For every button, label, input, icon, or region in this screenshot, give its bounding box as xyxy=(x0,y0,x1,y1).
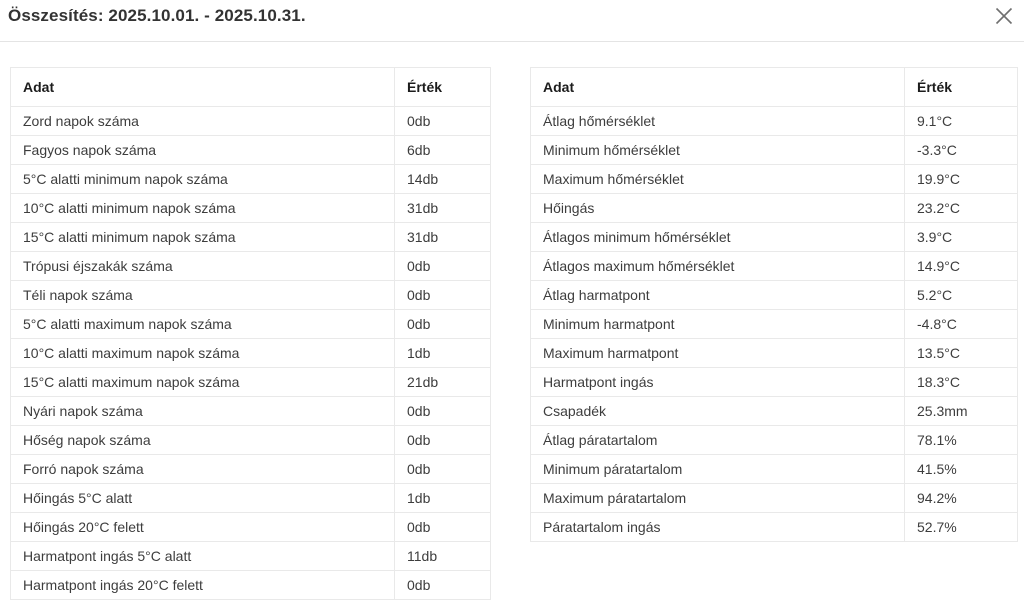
column-header: Érték xyxy=(905,68,1018,107)
label-cell: Fagyos napok száma xyxy=(11,136,395,165)
table-row xyxy=(531,252,1018,281)
climate-stats-table xyxy=(530,67,1018,542)
value-cell: 11db xyxy=(395,542,491,571)
table-row xyxy=(11,223,491,252)
label-cell: Átlagos minimum hőmérséklet xyxy=(531,223,905,252)
value-cell: 0db xyxy=(395,310,491,339)
label-cell: Hőingás 20°C felett xyxy=(11,513,395,542)
table-row xyxy=(11,513,491,542)
label-cell: Páratartalom ingás xyxy=(531,513,905,542)
value-cell: 0db xyxy=(395,252,491,281)
value-cell: 0db xyxy=(395,513,491,542)
label-cell: Forró napok száma xyxy=(11,455,395,484)
value-cell: 78.1% xyxy=(905,426,1018,455)
table-row xyxy=(531,107,1018,136)
table-row xyxy=(531,165,1018,194)
label-cell: Hőingás 5°C alatt xyxy=(11,484,395,513)
day-counts-table xyxy=(10,67,491,600)
label-cell: Hőingás xyxy=(531,194,905,223)
value-cell: 0db xyxy=(395,397,491,426)
label-cell: Minimum páratartalom xyxy=(531,455,905,484)
value-cell: 0db xyxy=(395,107,491,136)
value-cell: 21db xyxy=(395,368,491,397)
table-row xyxy=(11,165,491,194)
table-row xyxy=(11,252,491,281)
value-cell: 0db xyxy=(395,426,491,455)
table-row xyxy=(531,426,1018,455)
label-cell: Átlag harmatpont xyxy=(531,281,905,310)
page-title: Összesítés: 2025.10.01. - 2025.10.31. xyxy=(8,6,306,25)
close-icon xyxy=(994,6,1014,26)
table-row xyxy=(11,107,491,136)
value-cell: -4.8°C xyxy=(905,310,1018,339)
header-row xyxy=(531,68,1018,107)
label-cell: Maximum harmatpont xyxy=(531,339,905,368)
table-row xyxy=(531,223,1018,252)
dialog-header xyxy=(0,0,1024,42)
table-row xyxy=(11,542,491,571)
value-cell: 31db xyxy=(395,194,491,223)
label-cell: Nyári napok száma xyxy=(11,397,395,426)
table-row xyxy=(11,484,491,513)
label-cell: 5°C alatti maximum napok száma xyxy=(11,310,395,339)
table-row xyxy=(531,397,1018,426)
label-cell: Csapadék xyxy=(531,397,905,426)
value-cell: 18.3°C xyxy=(905,368,1018,397)
label-cell: 15°C alatti maximum napok száma xyxy=(11,368,395,397)
table-row xyxy=(531,339,1018,368)
table-row xyxy=(531,455,1018,484)
label-cell: Átlag páratartalom xyxy=(531,426,905,455)
table-row xyxy=(11,571,491,600)
value-cell: 0db xyxy=(395,455,491,484)
value-cell: 0db xyxy=(395,571,491,600)
label-cell: Minimum hőmérséklet xyxy=(531,136,905,165)
value-cell: 14db xyxy=(395,165,491,194)
value-cell: 9.1°C xyxy=(905,107,1018,136)
label-cell: Hőség napok száma xyxy=(11,426,395,455)
table-row xyxy=(531,513,1018,542)
column-header: Adat xyxy=(11,68,395,107)
table-row xyxy=(531,368,1018,397)
label-cell: 15°C alatti minimum napok száma xyxy=(11,223,395,252)
label-cell: 10°C alatti maximum napok száma xyxy=(11,339,395,368)
table-row xyxy=(11,426,491,455)
label-cell: Minimum harmatpont xyxy=(531,310,905,339)
value-cell: 5.2°C xyxy=(905,281,1018,310)
label-cell: Maximum hőmérséklet xyxy=(531,165,905,194)
value-cell: 3.9°C xyxy=(905,223,1018,252)
value-cell: 41.5% xyxy=(905,455,1018,484)
label-cell: Zord napok száma xyxy=(11,107,395,136)
value-cell: 23.2°C xyxy=(905,194,1018,223)
value-cell: 19.9°C xyxy=(905,165,1018,194)
value-cell: 14.9°C xyxy=(905,252,1018,281)
table-row xyxy=(11,310,491,339)
value-cell: 52.7% xyxy=(905,513,1018,542)
label-cell: 5°C alatti minimum napok száma xyxy=(11,165,395,194)
label-cell: Harmatpont ingás 5°C alatt xyxy=(11,542,395,571)
table-row xyxy=(531,194,1018,223)
value-cell: -3.3°C xyxy=(905,136,1018,165)
table-row xyxy=(11,136,491,165)
value-cell: 1db xyxy=(395,484,491,513)
table-row xyxy=(531,310,1018,339)
label-cell: Átlagos maximum hőmérséklet xyxy=(531,252,905,281)
table-row xyxy=(11,368,491,397)
label-cell: 10°C alatti minimum napok száma xyxy=(11,194,395,223)
table-row xyxy=(11,281,491,310)
column-header: Érték xyxy=(395,68,491,107)
label-cell: Harmatpont ingás xyxy=(531,368,905,397)
label-cell: Átlag hőmérséklet xyxy=(531,107,905,136)
table-row xyxy=(531,484,1018,513)
value-cell: 31db xyxy=(395,223,491,252)
label-cell: Trópusi éjszakák száma xyxy=(11,252,395,281)
value-cell: 0db xyxy=(395,281,491,310)
close-button[interactable] xyxy=(991,3,1017,29)
table-row xyxy=(11,455,491,484)
label-cell: Harmatpont ingás 20°C felett xyxy=(11,571,395,600)
table-row xyxy=(11,339,491,368)
table-row xyxy=(531,136,1018,165)
header-row xyxy=(11,68,491,107)
value-cell: 6db xyxy=(395,136,491,165)
value-cell: 25.3mm xyxy=(905,397,1018,426)
table-row xyxy=(11,194,491,223)
table-row xyxy=(11,397,491,426)
column-header: Adat xyxy=(531,68,905,107)
table-row xyxy=(531,281,1018,310)
value-cell: 94.2% xyxy=(905,484,1018,513)
label-cell: Téli napok száma xyxy=(11,281,395,310)
value-cell: 1db xyxy=(395,339,491,368)
label-cell: Maximum páratartalom xyxy=(531,484,905,513)
value-cell: 13.5°C xyxy=(905,339,1018,368)
